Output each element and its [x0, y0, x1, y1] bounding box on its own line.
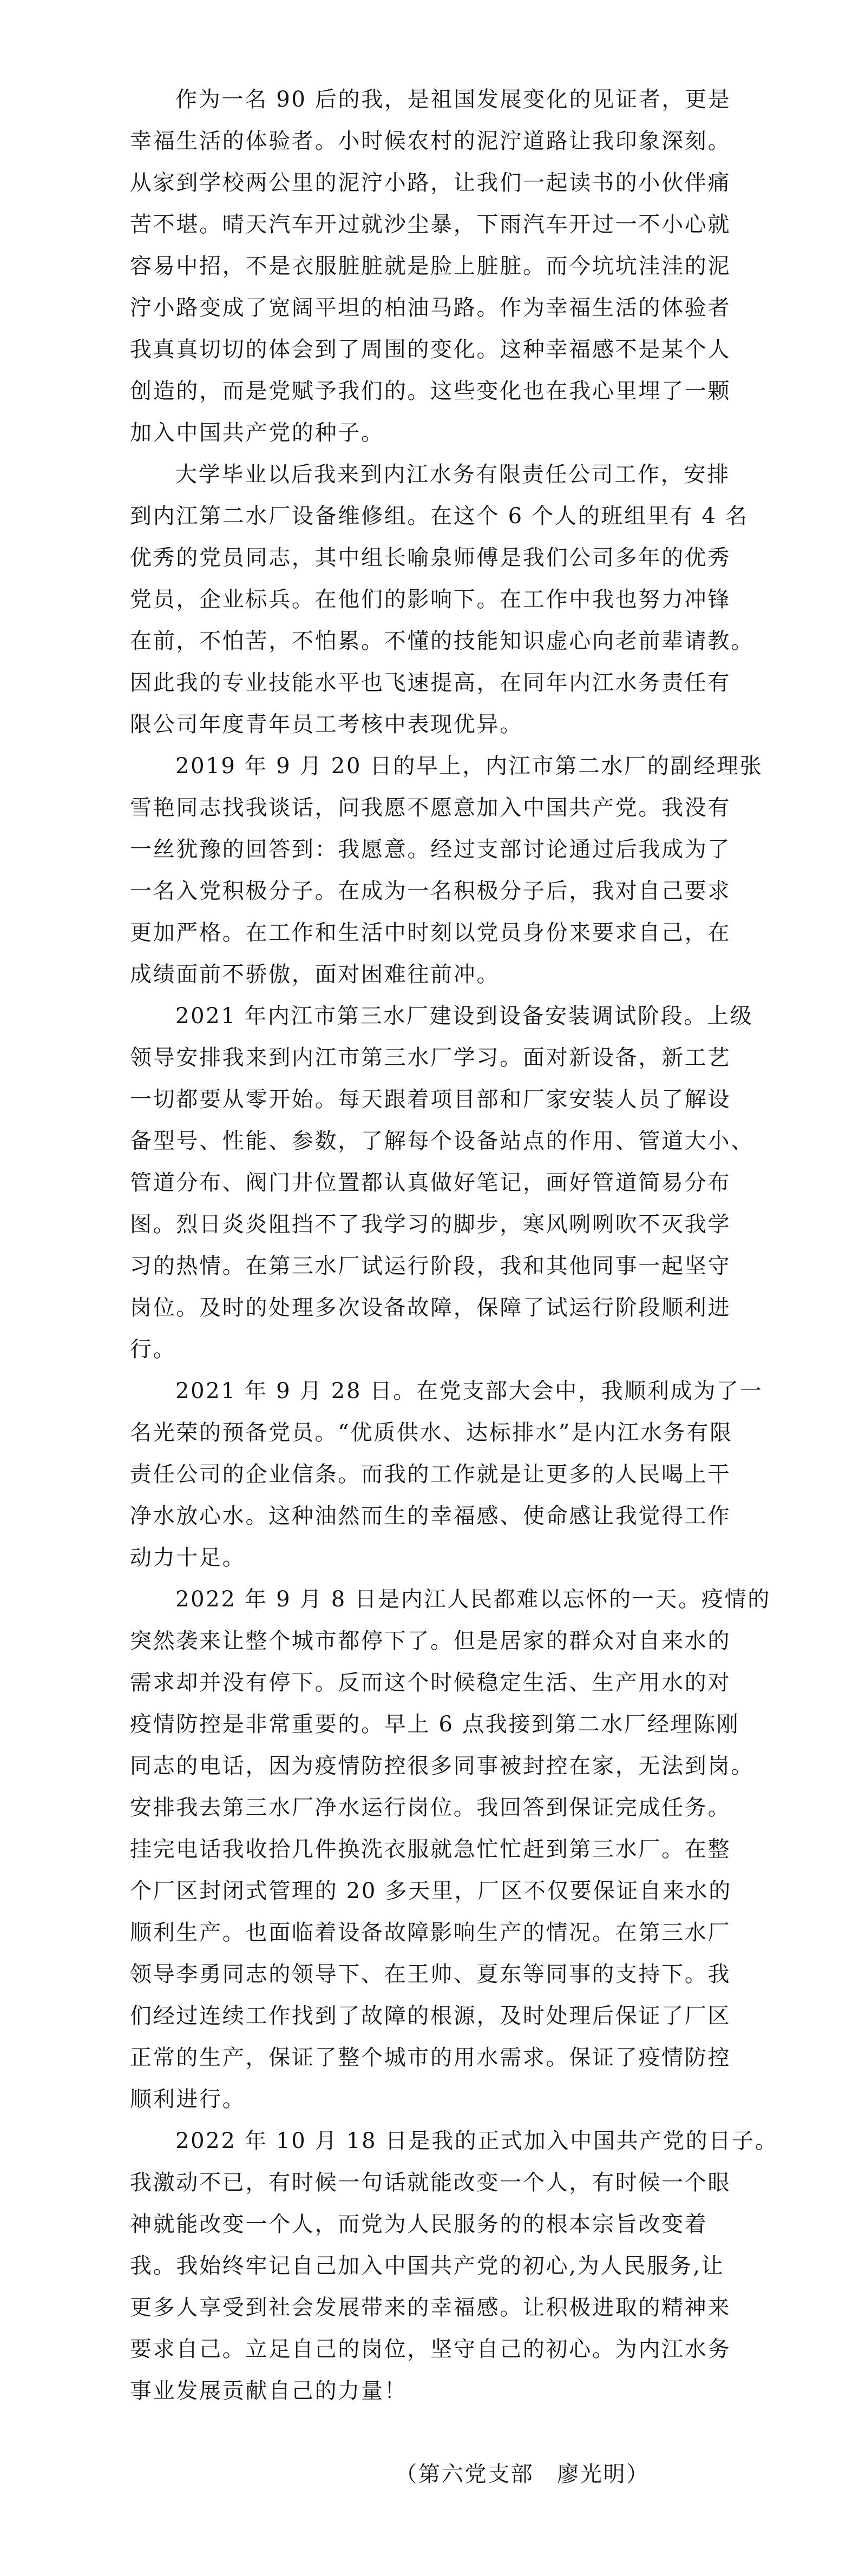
paragraph [130, 79, 731, 454]
text-line: 作为一名 90 后的我，是祖国发展变化的见证者，更是 [175, 87, 731, 112]
text-line: 备型号、性能、参数，了解每个设备站点的作用、管道大小、 [130, 1129, 754, 1154]
text-line: 限公司年度青年员工考核中表现优异。 [130, 712, 523, 737]
paragraph [130, 996, 754, 1371]
text-line: 2021 年 9 月 28 日。在党支部大会中，我顺利成为了一 [175, 1379, 763, 1404]
text-line: 创造的，而是党赋予我们的。这些变化也在我心里埋了一颗 [130, 379, 731, 404]
text-line: 更多人享受到社会发展带来的幸福感。让积极进取的精神来 [130, 2295, 731, 2320]
text-line: 加入中国共产党的种子。 [130, 420, 384, 445]
text-line: 在前，不怕苦，不怕累。不懂的技能知识虚心向老前辈请教。 [130, 629, 754, 654]
text-line: 需求却并没有停下。反而这个时候稳定生活、生产用水的对 [130, 1670, 731, 1695]
text-line: 个厂区封闭式管理的 20 多天里，厂区不仅要保证自来水的 [130, 1879, 732, 1903]
text-line: 优秀的党员同志，其中组长喻泉师傅是我们公司多年的优秀 [130, 545, 731, 570]
text-line: 党员，企业标兵。在他们的影响下。在工作中我也努力冲锋 [130, 587, 731, 612]
text-line: 一切都要从零开始。每天跟着项目部和厂家安装人员了解设 [130, 1087, 731, 1112]
text-line: 神就能改变一个人，而党为人民服务的的根本宗旨改变着 [130, 2212, 708, 2237]
text-line: 容易中招，不是衣服脏脏就是脸上脏脏。而今坑坑洼洼的泥 [130, 254, 731, 279]
text-line: 要求自己。立足自己的岗位，坚守自己的初心。为内江水务 [130, 2337, 731, 2362]
text-line: 幸福生活的体验者。小时候农村的泥泞道路让我印象深刻。 [130, 129, 731, 154]
text-line: 从家到学校两公里的泥泞小路，让我们一起读书的小伙伴痛 [130, 170, 731, 195]
text-line: 事业发展贡献自己的力量！ [130, 2379, 408, 2403]
paragraph [130, 1579, 771, 2120]
text-line: 们经过连续工作找到了故障的根源，及时处理后保证了厂区 [130, 2004, 731, 2028]
text-line: 雪艳同志找我谈话，问我愿不愿意加入中国共产党。我没有 [130, 795, 731, 820]
text-line: 到内江第二水厂设备维修组。在这个 6 个人的班组里有 4 名 [130, 504, 749, 529]
text-line: 领导李勇同志的领导下、在王帅、夏东等同事的支持下。我 [130, 1962, 731, 1987]
text-line: 一丝犹豫的回答到：我愿意。经过支部讨论通过后我成为了 [130, 837, 731, 862]
text-line: 疫情防控是非常重要的。早上 6 点我接到第二水厂经理陈刚 [130, 1712, 740, 1737]
text-line: 名光荣的预备党员。“优质供水、达标排水”是内江水务有限 [130, 1420, 733, 1445]
text-line: 顺利生产。也面临着设备故障影响生产的情况。在第三水厂 [130, 1920, 731, 1945]
text-line: 净水放心水。这种油然而生的幸福感、使命感让我觉得工作 [130, 1504, 731, 1529]
text-line: 突然袭来让整个城市都停下了。但是居家的群众对自来水的 [130, 1629, 731, 1653]
text-line: 一名入党积极分子。在成为一名积极分子后，我对自己要求 [130, 879, 731, 904]
text-line: 行。 [130, 1337, 176, 1362]
signature: （第六党支部 廖光明） [395, 2462, 650, 2487]
text-line: 成绩面前不骄傲，面对困难往前冲。 [130, 962, 500, 987]
text-line: 苦不堪。晴天汽车开过就沙尘暴，下雨汽车开过一不小心就 [130, 212, 731, 237]
text-line: 正常的生产，保证了整个城市的用水需求。保证了疫情防控 [130, 2045, 731, 2070]
text-line: 2019 年 9 月 20 日的早上，内江市第二水厂的副经理张 [175, 754, 763, 779]
text-line: 领导安排我来到内江市第三水厂学习。面对新设备，新工艺 [130, 1045, 731, 1070]
text-line: 我。我始终牢记自己加入中国共产党的初心,为人民服务,让 [130, 2254, 725, 2278]
paragraph [130, 746, 763, 996]
paragraph [130, 454, 754, 746]
text-line: 我激动不已，有时候一句话就能改变一个人，有时候一个眼 [130, 2170, 731, 2195]
text-line: 2022 年 10 月 18 日是我的正式加入中国共产党的日子。 [175, 2129, 778, 2153]
text-line: 因此我的专业技能水平也飞速提高，在同年内江水务责任有 [130, 670, 731, 695]
text-line: 安排我去第三水厂净水运行岗位。我回答到保证完成任务。 [130, 1795, 731, 1820]
text-line: 管道分布、阀门井位置都认真做好笔记，画好管道简易分布 [130, 1170, 731, 1195]
text-line: 挂完电话我收拾几件换洗衣服就急忙忙赶到第三水厂。在整 [130, 1837, 731, 1862]
text-line: 更加严格。在工作和生活中时刻以党员身份来要求自己，在 [130, 920, 731, 945]
text-line: 同志的电话，因为疫情防控很多同事被封控在家，无法到岗。 [130, 1754, 754, 1778]
text-line: 责任公司的企业信条。而我的工作就是让更多的人民喝上干 [130, 1462, 731, 1487]
text-line: 动力十足。 [130, 1545, 246, 1570]
text-line: 2021 年内江市第三水厂建设到设备安装调试阶段。上级 [175, 1004, 753, 1029]
text-line: 图。烈日炎炎阻挡不了我学习的脚步，寒风咧咧吹不灭我学 [130, 1212, 731, 1237]
text-line: 泞小路变成了宽阔平坦的柏油马路。作为幸福生活的体验者 [130, 295, 731, 320]
text-line: 岗位。及时的处理多次设备故障，保障了试运行阶段顺利进 [130, 1295, 731, 1320]
text-line: 习的热情。在第三水厂试运行阶段，我和其他同事一起坚守 [130, 1254, 731, 1279]
text-line: 2022 年 9 月 8 日是内江人民都难以忘怀的一天。疫情的 [175, 1587, 771, 1612]
text-line: 大学毕业以后我来到内江水务有限责任公司工作，安排 [175, 462, 730, 487]
paragraph [130, 2120, 778, 2412]
text-line: 我真真切切的体会到了周围的变化。这种幸福感不是某个人 [130, 337, 731, 362]
blank-line [130, 2412, 731, 2454]
text-line: 顺利进行。 [130, 2087, 246, 2112]
document-body [130, 79, 778, 2412]
paragraph [130, 1371, 763, 1579]
